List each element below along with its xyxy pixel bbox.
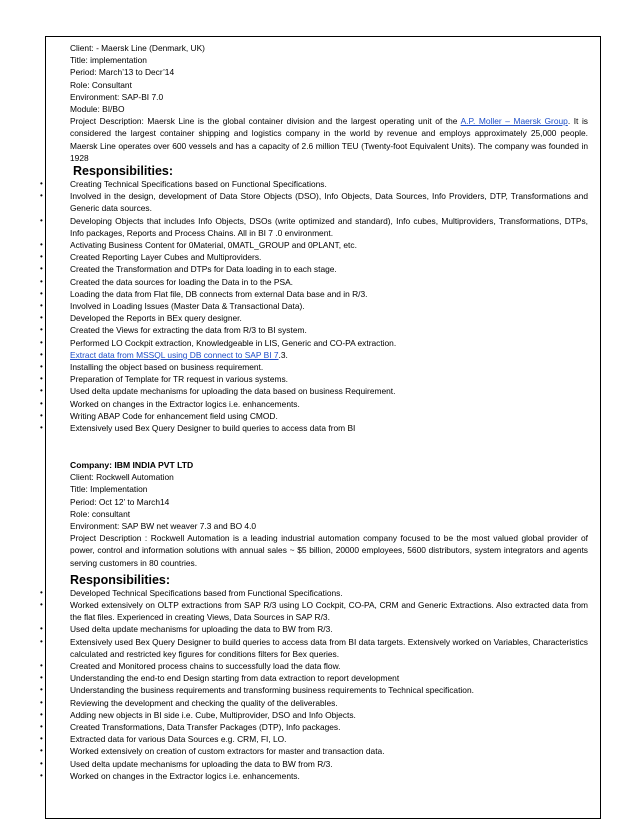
bullet-icon: • — [40, 374, 43, 384]
bullet-icon: • — [40, 362, 43, 372]
list-item: • Worked extensively on creation of custom extractors for master and transaction data. — [40, 746, 385, 757]
bullet-icon: • — [40, 386, 43, 396]
bullet-icon: • — [40, 697, 43, 707]
list-item: • Understanding the business requirements and transforming business requirements to Technical specification. — [40, 685, 474, 696]
mssql-db-connect-link[interactable]: Extract data from MSSQL using DB connect to SAP BI 7 — [70, 349, 279, 360]
bullet-icon: • — [40, 423, 43, 433]
bullet-icon: • — [40, 288, 43, 298]
maersk-group-link[interactable]: A.P. Moller – Maersk Group — [460, 116, 568, 127]
bullet-icon: • — [40, 215, 43, 225]
list-item: • Adding new objects in BI side i.e. Cube, Multiprovider, DSO and Info Objects. — [40, 709, 356, 720]
header-client: Client: Rockwell Automation — [70, 472, 174, 483]
bullet-icon: • — [40, 349, 43, 359]
bullet-icon: • — [40, 624, 43, 634]
header-period: Period: Oct 12’ to March14 — [70, 496, 170, 507]
bullet-icon: • — [40, 636, 43, 646]
bullet-icon: • — [40, 179, 43, 189]
bullet-icon: • — [40, 240, 43, 250]
project-rockwell — [40, 459, 590, 782]
bullet-icon: • — [40, 337, 43, 347]
project-description — [70, 115, 588, 164]
bullet-icon: • — [40, 746, 43, 756]
bullet-icon: • — [40, 600, 43, 610]
list-item: • Understanding the end-to end Design starting from data extraction to report development — [40, 673, 400, 684]
bullet-icon: • — [40, 252, 43, 262]
list-item: • Created the Views for extracting the data from R/3 to BI system. — [40, 325, 307, 336]
project-maersk — [40, 42, 590, 434]
list-item: • Extracted data for various Data Sources e.g. CRM, FI, LO. — [40, 734, 287, 745]
list-item: • Created and Monitored process chains to successfully load the data flow. — [40, 661, 341, 672]
list-item: • Created Reporting Layer Cubes and Multiproviders. — [40, 252, 262, 263]
bullet-icon: • — [40, 709, 43, 719]
bullet-icon: • — [40, 734, 43, 744]
responsibilities-list — [40, 178, 588, 434]
list-item: • Extensively used Bex Query Designer to build queries to access data from BI data targets. Extensively worked on Variables, Characteristics calculated and restricted key figures for conditions filters for Bex queries. — [40, 636, 588, 659]
list-item: • Developed the Reports in BEx query designer. — [40, 313, 242, 324]
bullet-icon: • — [40, 587, 43, 597]
header-client: Client: - Maersk Line (Denmark, UK) — [70, 43, 205, 53]
responsibilities-heading: Responsibilities: — [73, 164, 174, 179]
bullet-icon: • — [40, 410, 43, 420]
description-suffix: . It is considered the largest container shipping and logistics company in the world by revenue and employs approximately 25,000 people. Maersk Line operates over 600 vessels and has a capacity of 2.6 million TEU (Twenty-foot Equivalent Units). The company was founded in 1928 — [70, 116, 588, 163]
list-item: • Worked extensively on OLTP extractions from SAP R/3 using LO Cockpit, CO-PA, CRM and Generic Extractions. Also extracted data from the flat files. Experienced in creating Views, Data Sources in SAP R/3. — [40, 600, 588, 623]
bullet-icon: • — [40, 191, 43, 201]
list-item: • Involved in the design, development of Data Store Objects (DSO), Info Objects, Data Sources, Info Providers, DTP, Transformations and Generic data sources. — [40, 191, 588, 214]
list-item: • Developing Objects that includes Info Objects, DSOs (write optimized and standard), Info cubes, Multiproviders, Transformations, DTPs, Info packages, Reports and Process Chains. All in BI 7 .0 environment. — [40, 215, 588, 238]
list-item: • Creating Technical Specifications based on Functional Specifications. — [40, 179, 327, 190]
header-period: Period: March’13 to Decr’14 — [70, 67, 175, 78]
list-item: • Created the data sources for loading the Data in to the PSA. — [40, 276, 294, 287]
bullet-icon: • — [40, 685, 43, 695]
header-role: Role: consultant — [70, 508, 131, 519]
list-item: • Extensively used Bex Query Designer to build queries to access data from BI — [40, 423, 356, 434]
header-environment: Environment: SAP BW net weaver 7.3 and BO 4.0 — [70, 521, 257, 532]
description-prefix: Project Description: Maersk Line is the global container division and the largest operating unit of the — [70, 116, 461, 127]
list-item: • Preparation of Template for TR request in various systems. — [40, 374, 289, 385]
bullet-icon: • — [40, 264, 43, 274]
list-item: • Created the Transformation and DTPs for Data loading in to each stage. — [40, 264, 337, 275]
bullet-icon: • — [40, 276, 43, 286]
list-item: • Installing the object based on business requirement. — [40, 362, 264, 373]
list-item: • Worked on changes in the Extractor logics i.e. enhancements. — [40, 398, 300, 409]
bullet-icon: • — [40, 398, 43, 408]
list-item: • Used delta update mechanisms for uploading the data to BW from R/3. — [40, 758, 333, 769]
bullet-icon: • — [40, 313, 43, 323]
bullet-icon: • — [40, 673, 43, 683]
header-title: Title: Implementation — [70, 484, 148, 495]
list-item: • Loading the data from Flat file, DB connects from external Data base and in R/3. — [40, 288, 368, 299]
list-item: • Activating Business Content for 0Material, 0MATL_GROUP and 0PLANT, etc. — [40, 240, 357, 251]
list-item: • Worked on changes in the Extractor logics i.e. enhancements. — [40, 770, 300, 781]
header-environment: Environment: SAP-BI 7.0 — [70, 91, 164, 102]
project-description: Project Description : Rockwell Automation is a leading industrial automation company focused to be the most valued global provider of power, control and information solutions with annual sales ~ $5 billion, 20000 employees, 5600 distributors, system integrators and agents serving customers in 80 countries. — [70, 533, 588, 568]
list-item: • Developed Technical Specifications based from Functional Specifications. — [40, 587, 343, 598]
header-module: Module: BI/BO — [70, 104, 125, 115]
list-item: • Writing ABAP Code for enhancement field using CMOD. — [40, 410, 278, 421]
bullet-icon: • — [40, 325, 43, 335]
list-item: • Reviewing the development and checking the quality of the deliverables. — [40, 697, 338, 708]
list-item: • Used delta update mechanisms for uploading the data to BW from R/3. — [40, 624, 333, 635]
list-item: • Used delta update mechanisms for uploading the data based on business Requirement. — [40, 386, 396, 397]
responsibilities-list — [40, 587, 588, 782]
company-name: Company: IBM INDIA PVT LTD — [70, 460, 194, 470]
bullet-icon: • — [40, 661, 43, 671]
header-role: Role: Consultant — [70, 79, 132, 90]
list-item: • Performed LO Cockpit extraction, Knowledgeable in LIS, Generic and CO-PA extraction. — [40, 337, 397, 348]
list-item: • Extract data from MSSQL using DB connect to SAP BI 7.3. — [40, 349, 288, 360]
list-item: • Involved in Loading Issues (Master Data & Transactional Data). — [40, 301, 305, 312]
bullet-icon: • — [40, 301, 43, 311]
bullet-icon: • — [40, 770, 43, 780]
bullet-icon: • — [40, 758, 43, 768]
list-item: • Created Transformations, Data Transfer Packages (DTP), Info packages. — [40, 722, 341, 733]
responsibilities-heading: Responsibilities: — [70, 572, 171, 587]
bullet-icon: • — [40, 722, 43, 732]
header-title: Title: implementation — [70, 55, 147, 66]
